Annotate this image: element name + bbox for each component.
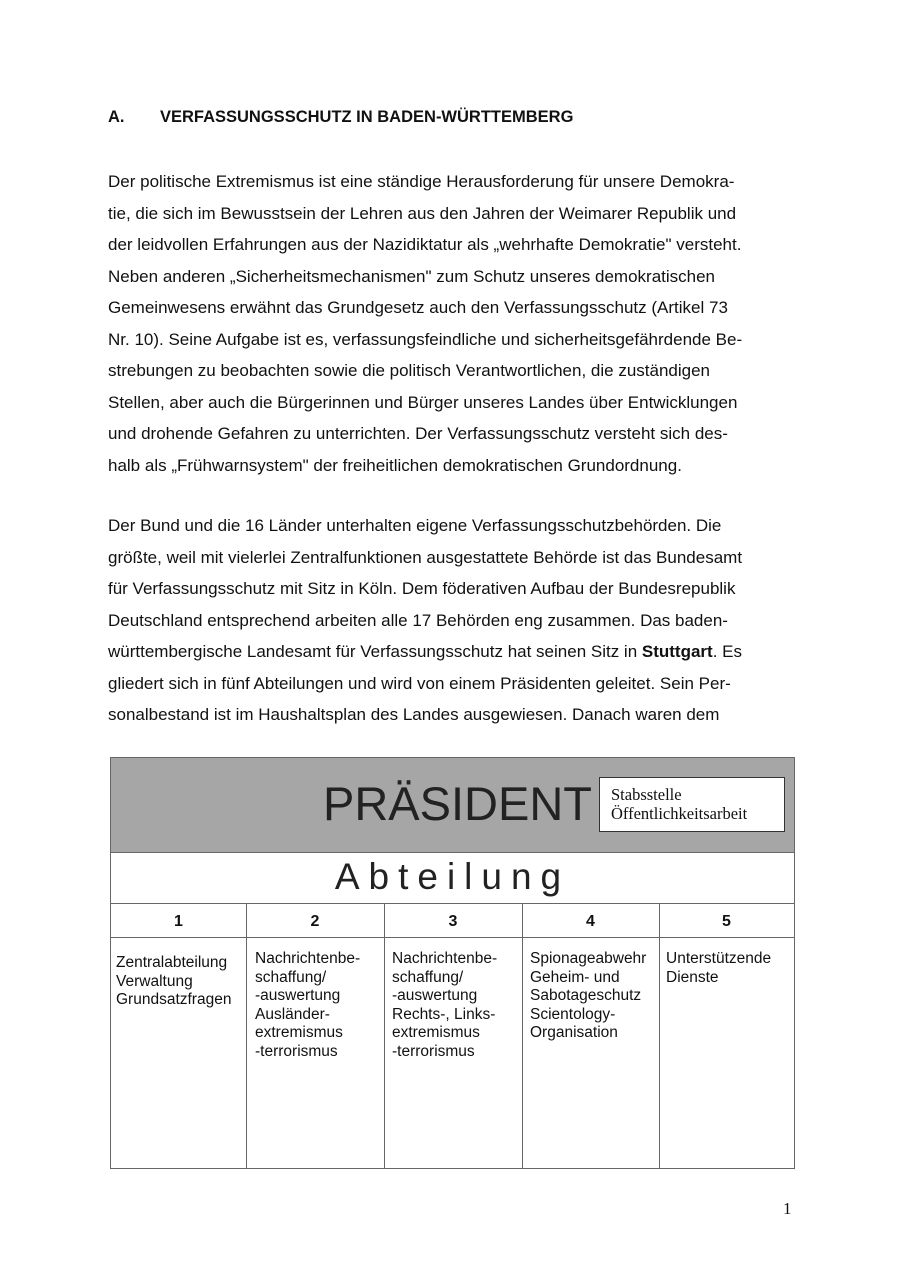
text-line: Der Bund und die 16 Länder unterhalten eigene Verfassungsschutzbehörden. Die [108,516,722,535]
text-line: für Verfassungsschutz mit Sitz in Köln. Dem föderativen Aufbau der Bundesrepublik [108,579,736,598]
department-line: extremismus [392,1024,480,1041]
paragraph-2 [108,510,798,731]
department-line: Verwaltung [116,972,193,990]
text-line: Deutschland entsprechend arbeiten alle 17 Behörden eng zusammen. Das baden- [108,610,728,630]
department-line: -auswertung [255,987,341,1004]
department-line: -terrorismus [392,1042,475,1060]
text-line: Neben anderen „Sicherheitsmechanismen" zum Schutz unseres demokratischen [108,266,716,286]
department-line: Geheim- und [530,968,620,986]
section-title: VERFASSUNGSSCHUTZ IN BADEN-WÜRTTEMBERG [160,108,574,126]
staff-unit-line: Stabsstelle [611,785,682,804]
department-number: 5 [722,913,731,930]
department-number: 4 [586,913,595,930]
department-line: Organisation [530,1024,618,1041]
column-divider [522,904,523,1168]
department-line: Rechts-, Links- [392,1005,496,1023]
department-line: Sabotageschutz [530,987,642,1004]
text-line: Der politische Extremismus ist eine ständige Herausforderung für unsere Demokra- [108,172,735,191]
text-line: Gemeinwesens erwähnt das Grundgesetz auch den Verfassungsschutz (Artikel 73 [108,298,728,317]
department-line: -terrorismus [255,1042,338,1060]
text-line: sonalbestand ist im Haushaltsplan des Landes ausgewiesen. Danach waren dem [108,705,720,724]
org-chart [110,757,795,1169]
text-segment: . Es [712,642,743,661]
department-number: 3 [448,913,458,930]
department-line: -auswertung [392,987,478,1004]
text-line: und drohende Gefahren zu unterrichten. Der Verfassungsschutz versteht sich des- [108,424,728,443]
department-line: Nachrichtenbe- [255,950,361,967]
staff-unit-line: Öffentlichkeitsarbeit [611,804,748,823]
department-line: Nachrichtenbe- [392,950,498,967]
text-line: tie, die sich im Bewusstsein der Lehren aus den Jahren der Weimarer Republik und [108,203,737,223]
department-number-row [111,904,794,938]
president-label: PRÄSIDENT [323,777,592,830]
department-header: Abteilung [111,853,794,904]
text-line-with-bold [108,636,798,668]
department-2-description [255,950,360,1061]
department-line: Scientology- [530,1005,616,1023]
department-line: Unterstützende [666,950,772,967]
page-number: 1 [783,1199,792,1218]
column-divider [659,904,660,1168]
text-line: Nr. 10). Seine Aufgabe ist es, verfassungsfeindliche und sicherheitsgefährdende Be- [108,329,743,349]
department-line: schaffung/ [392,968,464,986]
text-line: der leidvollen Erfahrungen aus der Nazidiktatur als „wehrhafte Demokratie" versteht. [108,235,742,254]
department-line: schaffung/ [255,968,327,986]
column-divider [246,904,247,1168]
department-line: Spionageabwehr [530,950,647,967]
department-5-description [666,950,771,987]
text-line: strebungen zu beobachten sowie die politisch Verantwortlichen, die zuständigen [108,361,711,380]
section-heading [108,108,573,127]
column-divider [384,904,385,1168]
department-number: 2 [310,913,320,930]
department-4-description [530,950,646,1043]
department-line: extremismus [255,1024,343,1041]
department-line: Zentralabteilung [116,954,228,971]
text-line: Stellen, aber auch die Bürgerinnen und Bürger unseres Landes über Entwicklungen [108,392,738,412]
department-1-description [116,954,231,1010]
text-line: halb als „Frühwarnsystem" der freiheitlichen demokratischen Grundordnung. [108,455,682,475]
section-number: A. [108,108,125,126]
staff-unit-box [599,777,785,832]
department-line: Grundsatzfragen [116,991,232,1008]
president-row [111,758,794,853]
department-line: Ausländer- [255,1005,330,1023]
department-number: 1 [174,913,183,930]
text-line: gliedert sich in fünf Abteilungen und wird von einem Präsidenten geleitet. Sein Per- [108,673,731,693]
text-line: größte, weil mit vielerlei Zentralfunktionen ausgestattete Behörde ist das Bundesamt [108,547,743,567]
department-3-description [392,950,497,1061]
text-segment: württembergische Landesamt für Verfassungsschutz hat seinen Sitz in [108,642,642,661]
paragraph-1 [108,166,798,481]
department-line: Dienste [666,968,719,986]
bold-city: Stuttgart [641,642,713,661]
